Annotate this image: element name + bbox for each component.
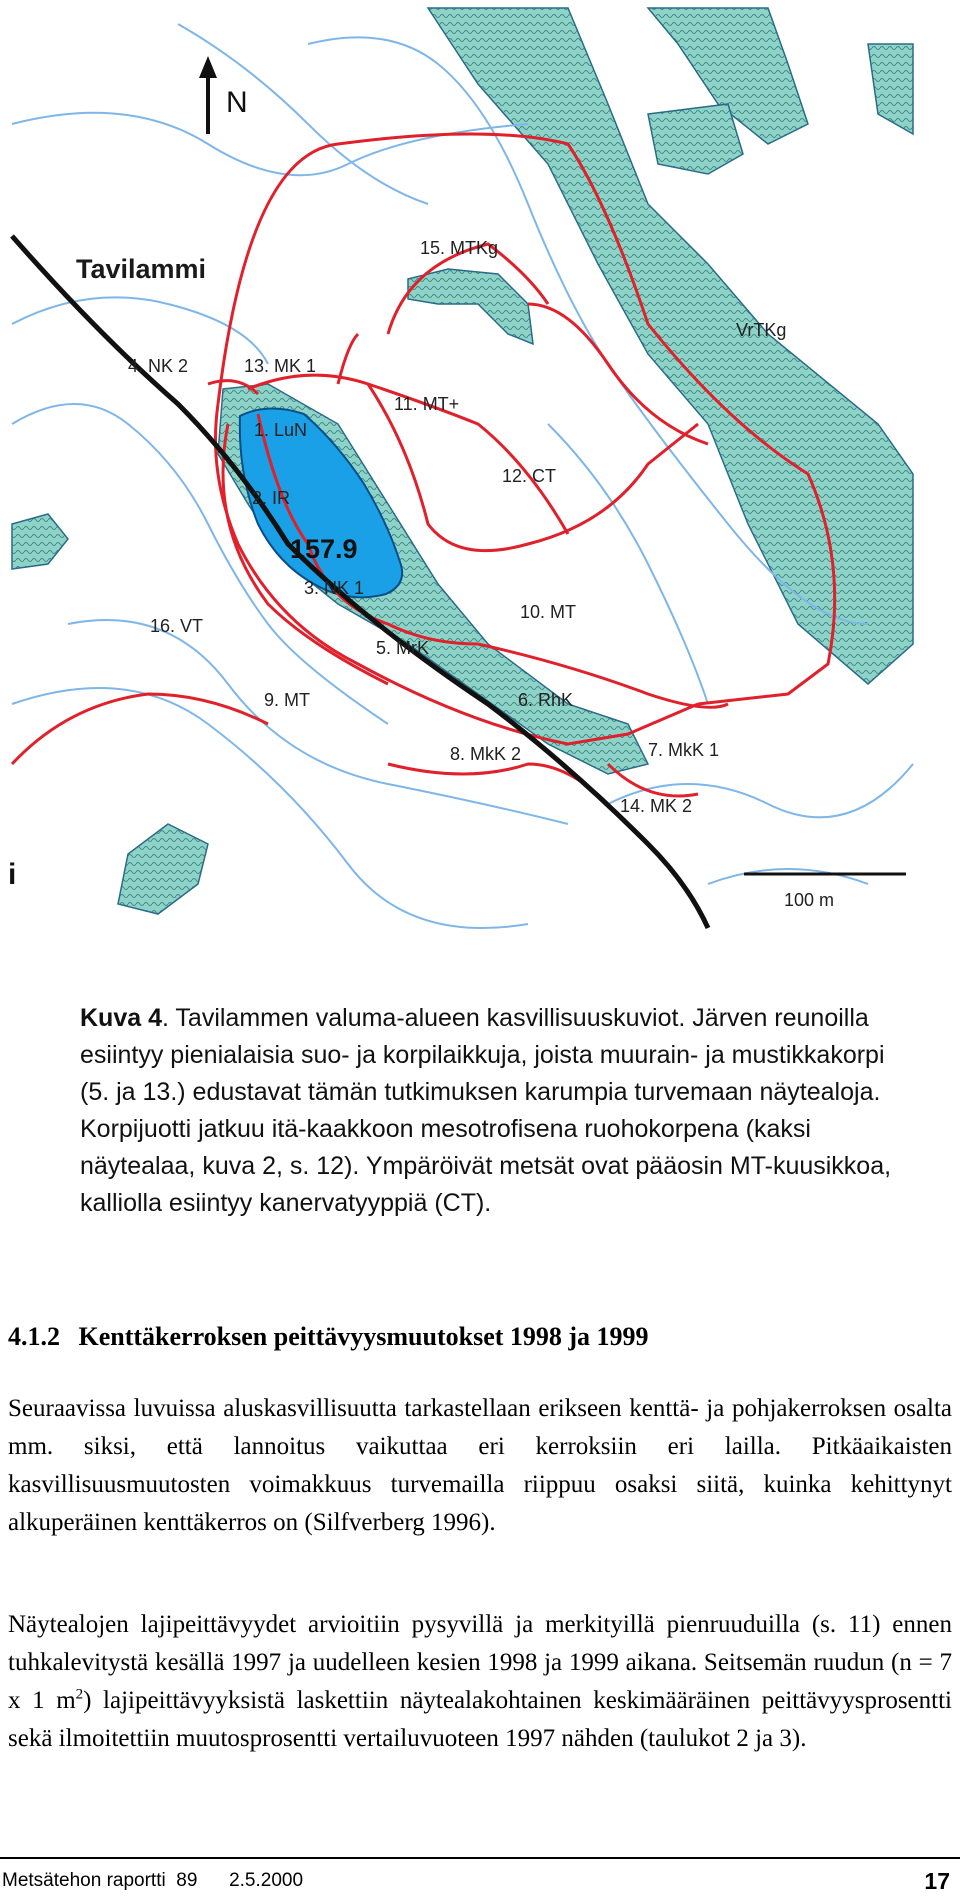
corner-mark: i — [8, 858, 17, 891]
north-label: N — [226, 86, 248, 119]
paragraph — [8, 1606, 952, 1758]
page-footer — [2, 1868, 950, 1896]
map-label: 7. MkK 1 — [648, 740, 720, 760]
north-arrow — [199, 56, 217, 134]
map-label: 1. LuN — [254, 420, 308, 440]
map-label: 4. NK 2 — [128, 356, 189, 376]
map-label: 12. CT — [502, 466, 557, 486]
paragraph-text: Näytealojen lajipeittävyydet arvioitiin pysyvillä ja merkityillä pienruuduilla (s. 11) ennen tuhkalevitystä kesällä 1997 ja uudelleen kesien 1998 ja 1999 aikana. Seitsemän ruudun (n = 7 x 1 m — [8, 1611, 952, 1714]
figure-caption — [80, 1000, 910, 1222]
map-label: VrTKg — [736, 320, 787, 340]
map-label: 16. VT — [150, 616, 204, 636]
map-label: 8. MkK 2 — [450, 744, 522, 764]
vegetation-map-figure — [8, 4, 920, 932]
caption-lead: Kuva 4 — [80, 1004, 162, 1032]
vegetation-map — [8, 4, 920, 932]
scale-label: 100 m — [784, 890, 835, 910]
caption-text: . Tavilammen valuma-alueen kasvillisuuskuviot. Järven reunoilla esiintyy pienialaisia suo- ja korpilaikkuja, joista muurain- ja mustikkakorpi (5. ja 13.) edustavat tämän tutkimuksen karumpia turvemaan näytealoja. Korpijuotti jatkuu itä-kaakkoon mesotrofisena ruohokorpena (kaksi näytealaa, kuva 2, s. 12). Ympäröivät metsät ovat pääosin MT-kuusikkoa, kalliolla esiintyy kanervatyyppiä (CT). — [80, 1004, 892, 1217]
map-label: 2. IR — [252, 488, 291, 508]
mire-patches — [12, 8, 913, 914]
superscript: 2 — [75, 1686, 84, 1703]
section-title: Kenttäkerroksen peittävyysmuutokset 1998 ja 1999 — [78, 1322, 649, 1351]
map-label: 3. NK 1 — [304, 578, 365, 598]
section-number: 4.1.2 — [8, 1322, 60, 1351]
stand-boundaries — [12, 134, 835, 804]
map-label: 6. RhK — [518, 690, 574, 710]
map-title: Tavilammi — [76, 254, 207, 284]
section-heading — [8, 1322, 948, 1352]
map-label: 5. MrK — [376, 638, 430, 658]
lake-elevation: 157.9 — [290, 534, 358, 564]
map-label: 14. MK 2 — [620, 796, 693, 816]
footer-report: Metsätehon raportti 89 2.5.2000 — [2, 1870, 304, 1891]
paragraph-text: ) lajipeittävyyksistä laskettiin näytealakohtainen keskimääräinen peittävyysprosentti sekä ilmoitettiin muutosprosentti vertailuvuoteen 1997 nähden (taulukot 2 ja 3). — [8, 1687, 952, 1752]
map-label: 11. MT+ — [394, 394, 460, 414]
page-number: 17 — [924, 1868, 950, 1894]
map-label: 15. MTKg — [420, 238, 499, 258]
footer-rule — [0, 1857, 960, 1859]
map-label: 13. MK 1 — [244, 356, 317, 376]
map-label: 10. MT — [520, 602, 577, 622]
map-label: 9. MT — [264, 690, 311, 710]
paragraph: Seuraavissa luvuissa aluskasvillisuutta tarkastellaan erikseen kenttä- ja pohjakerroksen osalta mm. siksi, että lannoitus vaikuttaa eri kerroksiin eri lailla. Pitkäaikaisten kasvillisuusmuutosten voimakkuus turvemailla riippuu osaksi siitä, kuinka kehittynyt alkuperäinen kenttäkerros on (Silfverberg 1996). — [8, 1395, 952, 1536]
